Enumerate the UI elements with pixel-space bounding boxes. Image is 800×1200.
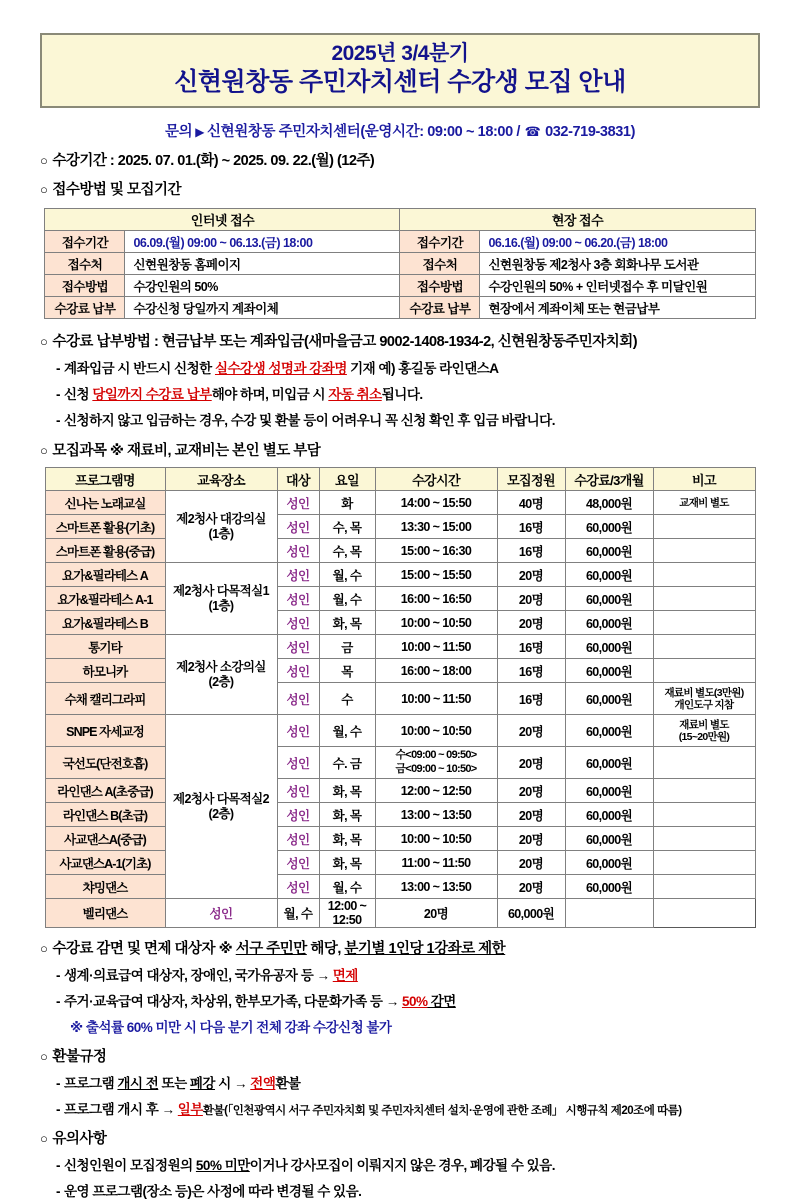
day-cell: 월, 수 bbox=[319, 563, 375, 587]
capacity-cell: 20명 bbox=[497, 715, 565, 747]
fee-cell: 60,000원 bbox=[497, 899, 565, 928]
discount-line-2-pre: 주거·교육급여 대상자, 차상위, 한부모가족, 다문화가족 등 → bbox=[64, 994, 402, 1010]
program-name-cell: 국선도(단전호흡) bbox=[45, 747, 165, 779]
discount-heading-mid: 해당, bbox=[306, 941, 345, 958]
time-cell: 10:00 ~ 10:50 bbox=[375, 715, 497, 747]
payment-note-1-highlight: 실수강생 성명과 강좌명 bbox=[214, 361, 347, 377]
payment-note-2-highlight-1: 당일까지 수강료 납부 bbox=[92, 387, 212, 403]
program-name-cell: 사교댄스A(중급) bbox=[45, 827, 165, 851]
payment-note-2-mid: 해야 하며, 미입금 시 bbox=[211, 387, 329, 403]
dash-bullet-icon: - bbox=[56, 994, 60, 1010]
title-main: 신현원창동 주민자치센터 수강생 모집 안내 bbox=[174, 67, 626, 96]
fee-cell: 60,000원 bbox=[565, 747, 653, 779]
course-period-line bbox=[40, 149, 760, 170]
table-row bbox=[45, 587, 755, 611]
remark-cell: 재료비 별도 (15~20만원) bbox=[653, 715, 755, 747]
registration-table bbox=[44, 208, 755, 319]
program-table-body bbox=[45, 491, 755, 928]
day-cell: 월, 수 bbox=[319, 875, 375, 899]
attendance-note: ※ 출석률 60% 미만 시 다음 분기 전체 강좌 수강신청 불가 bbox=[70, 1020, 392, 1036]
program-name-cell: 요가&필라테스 B bbox=[45, 611, 165, 635]
dash-bullet-icon: - bbox=[56, 1102, 60, 1118]
contact-label: 문의 bbox=[164, 124, 193, 141]
capacity-cell: 16명 bbox=[497, 635, 565, 659]
venue-cell: 제2청사 소강의실 (2층) bbox=[165, 635, 277, 715]
refund-line-1-mid: 또는 bbox=[158, 1076, 190, 1092]
day-cell: 화, 목 bbox=[319, 827, 375, 851]
program-name-cell: 요가&필라테스 A bbox=[45, 563, 165, 587]
capacity-cell: 20명 bbox=[497, 875, 565, 899]
capacity-cell: 16명 bbox=[497, 515, 565, 539]
col-capacity: 모집정원 bbox=[497, 468, 565, 491]
reg-label: 수강료 납부 bbox=[400, 297, 480, 319]
capacity-cell: 20명 bbox=[497, 779, 565, 803]
target-cell: 성인 bbox=[277, 779, 319, 803]
onsite-fee-payment: 현장에서 계좌이체 또는 현금납부 bbox=[480, 297, 755, 319]
remark-cell bbox=[565, 899, 653, 928]
fee-cell: 60,000원 bbox=[565, 875, 653, 899]
discount-line-1-highlight: 면제 bbox=[332, 968, 358, 984]
payment-heading bbox=[40, 330, 760, 351]
fee-cell: 60,000원 bbox=[565, 635, 653, 659]
target-cell: 성인 bbox=[277, 539, 319, 563]
target-cell: 성인 bbox=[277, 827, 319, 851]
target-cell: 성인 bbox=[277, 683, 319, 715]
fee-cell: 60,000원 bbox=[565, 563, 653, 587]
remark-cell: 교재비 별도 bbox=[653, 491, 755, 515]
table-row bbox=[45, 209, 755, 231]
refund-line-1-highlight: 전액 bbox=[250, 1076, 276, 1092]
discount-line-1-pre: 생계·의료급여 대상자, 장애인, 국가유공자 등 → bbox=[64, 968, 333, 984]
program-table bbox=[45, 467, 756, 928]
reg-label: 접수방법 bbox=[400, 275, 480, 297]
program-heading bbox=[40, 439, 760, 460]
registration-heading-text: 접수방법 및 모집기간 bbox=[52, 182, 181, 199]
reg-label: 접수기간 bbox=[45, 231, 125, 253]
table-row bbox=[45, 275, 755, 297]
col-remark: 비고 bbox=[653, 468, 755, 491]
internet-reg-method: 수강인원의 50% bbox=[125, 275, 400, 297]
telephone-icon: ☎ bbox=[524, 124, 541, 140]
refund-line-1-post: 환불 bbox=[275, 1076, 301, 1092]
target-cell: 성인 bbox=[277, 611, 319, 635]
circle-bullet-icon: ○ bbox=[40, 443, 48, 459]
fee-cell: 60,000원 bbox=[565, 779, 653, 803]
payment-note-3-text: 신청하지 않고 입금하는 경우, 수강 및 환불 등이 어려우니 꼭 신청 확인 후 입금 바랍니다. bbox=[64, 413, 555, 429]
table-row bbox=[45, 611, 755, 635]
program-name-cell: 하모니카 bbox=[45, 659, 165, 683]
target-cell: 성인 bbox=[277, 659, 319, 683]
payment-note-2-highlight-2: 자동 취소 bbox=[328, 387, 382, 403]
notice-line-1 bbox=[40, 1154, 760, 1174]
day-cell: 월, 수 bbox=[277, 899, 319, 928]
remark-cell bbox=[653, 803, 755, 827]
circle-bullet-icon: ○ bbox=[40, 153, 48, 169]
target-cell: 성인 bbox=[277, 635, 319, 659]
day-cell: 금 bbox=[319, 635, 375, 659]
contact-center-text: 신현원창동 주민자치센터(운영시간: 09:00 ~ 18:00 / bbox=[207, 124, 524, 141]
discount-heading-underline-1: 서구 주민만 bbox=[235, 941, 307, 958]
capacity-cell: 20명 bbox=[497, 563, 565, 587]
table-row bbox=[45, 747, 755, 779]
table-row bbox=[45, 803, 755, 827]
program-name-cell: 사교댄스A-1(기초) bbox=[45, 851, 165, 875]
program-heading-text: 모집과목 ※ 재료비, 교재비는 본인 별도 부담 bbox=[52, 443, 321, 460]
capacity-cell: 20명 bbox=[497, 747, 565, 779]
internet-reg-place: 신현원창동 홈페이지 bbox=[125, 253, 400, 275]
capacity-cell: 20명 bbox=[497, 803, 565, 827]
program-name-cell: 챠밍댄스 bbox=[45, 875, 165, 899]
notice-line-1-underline: 50% 미만 bbox=[195, 1158, 250, 1174]
refund-heading bbox=[40, 1045, 760, 1066]
refund-line-2-post: 환불(「인천광역시 서구 주민자치회 및 주민자치센터 설치·운영에 관한 조례」 시행규칙 제20조에 따름) bbox=[202, 1105, 682, 1118]
table-row bbox=[45, 297, 755, 319]
fee-cell: 60,000원 bbox=[565, 611, 653, 635]
onsite-reg-place: 신현원창동 제2청사 3층 회화나무 도서관 bbox=[480, 253, 755, 275]
remark-cell bbox=[653, 827, 755, 851]
table-row bbox=[45, 683, 755, 715]
refund-line-1-underline-1: 개시 전 bbox=[117, 1076, 159, 1092]
program-name-cell: 스마트폰 활용(기초) bbox=[45, 515, 165, 539]
time-cell: 16:00 ~ 18:00 bbox=[375, 659, 497, 683]
day-cell: 화, 목 bbox=[319, 803, 375, 827]
day-cell: 화, 목 bbox=[319, 779, 375, 803]
payment-heading-text: 수강료 납부방법 : 현금납부 또는 계좌입금(새마을금고 9002-1408-1934-2, 신현원창동주민자치회) bbox=[52, 334, 638, 351]
table-row bbox=[45, 875, 755, 899]
fee-cell: 60,000원 bbox=[565, 715, 653, 747]
title-banner bbox=[40, 33, 760, 108]
remark-cell bbox=[653, 635, 755, 659]
discount-line-1 bbox=[40, 964, 760, 984]
registration-heading bbox=[40, 178, 760, 199]
time-cell: 11:00 ~ 11:50 bbox=[375, 851, 497, 875]
reg-label: 접수처 bbox=[45, 253, 125, 275]
dash-bullet-icon: - bbox=[56, 968, 60, 984]
remark-cell bbox=[653, 659, 755, 683]
target-cell: 성인 bbox=[277, 747, 319, 779]
remark-cell: 재료비 별도(3만원) 개인도구 지참 bbox=[653, 683, 755, 715]
time-cell: 10:00 ~ 11:50 bbox=[375, 683, 497, 715]
table-row bbox=[45, 851, 755, 875]
fee-cell: 60,000원 bbox=[565, 515, 653, 539]
col-fee: 수강료/3개월 bbox=[565, 468, 653, 491]
refund-heading-text: 환불규정 bbox=[52, 1049, 107, 1066]
program-name-cell: 라인댄스 B(초급) bbox=[45, 803, 165, 827]
program-name-cell: 요가&필라테스 A-1 bbox=[45, 587, 165, 611]
discount-heading bbox=[40, 937, 760, 958]
reg-label: 수강료 납부 bbox=[45, 297, 125, 319]
discount-heading-underline-2: 분기별 1인당 1강좌로 제한 bbox=[344, 941, 506, 958]
contact-phone-number: 032-719-3831) bbox=[545, 124, 636, 141]
capacity-cell: 16명 bbox=[497, 659, 565, 683]
time-cell: 10:00 ~ 10:50 bbox=[375, 827, 497, 851]
remark-cell bbox=[653, 539, 755, 563]
reg-label: 접수처 bbox=[400, 253, 480, 275]
table-row bbox=[45, 715, 755, 747]
target-cell: 성인 bbox=[277, 875, 319, 899]
refund-line-2-highlight: 일부 bbox=[177, 1102, 203, 1118]
fee-cell: 60,000원 bbox=[565, 683, 653, 715]
program-table-wrap bbox=[40, 467, 760, 928]
day-cell: 수, 목 bbox=[319, 539, 375, 563]
table-row bbox=[45, 779, 755, 803]
remark-cell bbox=[653, 563, 755, 587]
refund-line-2-pre: 프로그램 개시 후 → bbox=[64, 1102, 178, 1118]
refund-line-1-mid-2: 시 → bbox=[214, 1076, 251, 1092]
notice-line-2 bbox=[40, 1180, 760, 1200]
remark-cell bbox=[653, 515, 755, 539]
internet-fee-payment: 수강신청 당일까지 계좌이체 bbox=[125, 297, 400, 319]
day-cell: 목 bbox=[319, 659, 375, 683]
title-quarter: 2025년 3/4분기 bbox=[331, 42, 469, 65]
time-cell: 13:30 ~ 15:00 bbox=[375, 515, 497, 539]
triangle-marker-icon: ▶ bbox=[195, 125, 205, 140]
col-program-name: 프로그램명 bbox=[45, 468, 165, 491]
target-cell: 성인 bbox=[277, 491, 319, 515]
day-cell: 수 bbox=[319, 683, 375, 715]
remark-cell bbox=[653, 779, 755, 803]
fee-cell: 60,000원 bbox=[565, 803, 653, 827]
notice-line-1-post: 이거나 강사모집이 이뤄지지 않은 경우, 폐강될 수 있음. bbox=[249, 1158, 555, 1174]
program-name-cell: 스마트폰 활용(중급) bbox=[45, 539, 165, 563]
capacity-cell: 20명 bbox=[497, 851, 565, 875]
dash-bullet-icon: - bbox=[56, 361, 60, 377]
dash-bullet-icon: - bbox=[56, 1076, 60, 1092]
remark-cell bbox=[653, 747, 755, 779]
day-cell: 월, 수 bbox=[319, 715, 375, 747]
reg-label: 접수기간 bbox=[400, 231, 480, 253]
onsite-reg-period: 06.16.(월) 09:00 ~ 06.20.(금) 18:00 bbox=[480, 231, 755, 253]
venue-cell: 제2청사 다목적실1 (1층) bbox=[165, 563, 277, 635]
refund-line-1-pre: 프로그램 bbox=[64, 1076, 118, 1092]
dash-bullet-icon: - bbox=[56, 1184, 60, 1200]
col-time: 수강시간 bbox=[375, 468, 497, 491]
program-name-cell: 수채 캘리그라피 bbox=[45, 683, 165, 715]
discount-heading-pre: 수강료 감면 및 면제 대상자 ※ bbox=[52, 941, 236, 958]
venue-cell: 제2청사 대강의실 (1층) bbox=[165, 491, 277, 563]
fee-cell: 48,000원 bbox=[565, 491, 653, 515]
dash-bullet-icon: - bbox=[56, 387, 60, 403]
target-cell: 성인 bbox=[277, 851, 319, 875]
discount-line-2-post: 감면 bbox=[427, 994, 456, 1010]
table-row bbox=[45, 659, 755, 683]
contact-line bbox=[40, 120, 760, 141]
capacity-cell: 40명 bbox=[497, 491, 565, 515]
table-row bbox=[45, 253, 755, 275]
internet-reg-period: 06.09.(월) 09:00 ~ 06.13.(금) 18:00 bbox=[125, 231, 400, 253]
circle-bullet-icon: ○ bbox=[40, 334, 48, 350]
target-cell: 성인 bbox=[277, 715, 319, 747]
refund-line-1 bbox=[40, 1072, 760, 1092]
day-cell: 월, 수 bbox=[319, 587, 375, 611]
dash-bullet-icon: - bbox=[56, 1158, 60, 1174]
capacity-cell: 20명 bbox=[497, 587, 565, 611]
circle-bullet-icon: ○ bbox=[40, 1131, 48, 1147]
time-cell: 16:00 ~ 16:50 bbox=[375, 587, 497, 611]
capacity-cell: 20명 bbox=[497, 611, 565, 635]
fee-cell: 60,000원 bbox=[565, 587, 653, 611]
time-cell: 15:00 ~ 15:50 bbox=[375, 563, 497, 587]
table-row bbox=[45, 491, 755, 515]
program-name-cell: 벨리댄스 bbox=[45, 899, 165, 928]
capacity-cell: 20명 bbox=[375, 899, 497, 928]
table-row bbox=[45, 827, 755, 851]
program-name-cell: 통기타 bbox=[45, 635, 165, 659]
target-cell: 성인 bbox=[165, 899, 277, 928]
refund-line-1-underline-2: 폐강 bbox=[189, 1076, 215, 1092]
day-cell: 화, 목 bbox=[319, 851, 375, 875]
circle-bullet-icon: ○ bbox=[40, 182, 48, 198]
program-table-header-row bbox=[45, 468, 755, 491]
table-row bbox=[45, 635, 755, 659]
remark-cell bbox=[653, 851, 755, 875]
notice-heading-text: 유의사항 bbox=[52, 1131, 107, 1148]
day-cell: 수, 목 bbox=[319, 515, 375, 539]
time-cell: 12:00 ~ 12:50 bbox=[375, 779, 497, 803]
refund-line-2 bbox=[40, 1098, 760, 1118]
document-page bbox=[0, 33, 800, 1200]
time-cell: 14:00 ~ 15:50 bbox=[375, 491, 497, 515]
target-cell: 성인 bbox=[277, 515, 319, 539]
day-cell: 화, 목 bbox=[319, 611, 375, 635]
time-cell: 13:00 ~ 13:50 bbox=[375, 875, 497, 899]
col-target: 대상 bbox=[277, 468, 319, 491]
capacity-cell: 20명 bbox=[497, 827, 565, 851]
payment-note-3 bbox=[40, 409, 760, 429]
table-row bbox=[45, 539, 755, 563]
capacity-cell: 16명 bbox=[497, 683, 565, 715]
program-name-cell: 라인댄스 A(초중급) bbox=[45, 779, 165, 803]
remark-cell bbox=[653, 875, 755, 899]
discount-line-2 bbox=[40, 990, 760, 1010]
table-row bbox=[45, 515, 755, 539]
fee-cell: 60,000원 bbox=[565, 539, 653, 563]
reg-label: 접수방법 bbox=[45, 275, 125, 297]
payment-note-1-post: 기재 예) 홍길동 라인댄스A bbox=[346, 361, 499, 377]
table-row bbox=[45, 899, 755, 928]
onsite-reg-header: 현장 접수 bbox=[400, 209, 755, 231]
notice-line-2-text: 운영 프로그램(장소 등)은 사정에 따라 변경될 수 있음. bbox=[64, 1184, 362, 1200]
time-cell: 13:00 ~ 13:50 bbox=[375, 803, 497, 827]
time-cell: 수<09:00 ~ 09:50> 금<09:00 ~ 10:50> bbox=[375, 747, 497, 779]
notice-line-1-pre: 신청인원이 모집정원의 bbox=[64, 1158, 196, 1174]
circle-bullet-icon: ○ bbox=[40, 941, 48, 957]
time-cell: 15:00 ~ 16:30 bbox=[375, 539, 497, 563]
capacity-cell: 16명 bbox=[497, 539, 565, 563]
venue-cell: 제2청사 다목적실2 (2층) bbox=[165, 715, 277, 899]
payment-note-2 bbox=[40, 383, 760, 403]
internet-reg-header: 인터넷 접수 bbox=[45, 209, 400, 231]
time-cell: 10:00 ~ 10:50 bbox=[375, 611, 497, 635]
target-cell: 성인 bbox=[277, 803, 319, 827]
payment-note-1 bbox=[40, 357, 760, 377]
day-cell: 화 bbox=[319, 491, 375, 515]
remark-cell bbox=[653, 611, 755, 635]
course-period-text: 수강기간 : 2025. 07. 01.(화) ~ 2025. 09. 22.(월) (12주) bbox=[52, 153, 375, 170]
circle-bullet-icon: ○ bbox=[40, 1049, 48, 1065]
time-cell: 12:00 ~ 12:50 bbox=[319, 899, 375, 928]
col-day: 요일 bbox=[319, 468, 375, 491]
table-row bbox=[45, 563, 755, 587]
table-row bbox=[45, 231, 755, 253]
col-venue: 교육장소 bbox=[165, 468, 277, 491]
program-name-cell: SNPE 자세교정 bbox=[45, 715, 165, 747]
payment-note-1-pre: 계좌입금 시 반드시 신청한 bbox=[64, 361, 215, 377]
fee-cell: 60,000원 bbox=[565, 851, 653, 875]
onsite-reg-method: 수강인원의 50% + 인터넷접수 후 미달인원 bbox=[480, 275, 755, 297]
fee-cell: 60,000원 bbox=[565, 659, 653, 683]
fee-cell: 60,000원 bbox=[565, 827, 653, 851]
target-cell: 성인 bbox=[277, 563, 319, 587]
dash-bullet-icon: - bbox=[56, 413, 60, 429]
notice-heading bbox=[40, 1127, 760, 1148]
program-name-cell: 신나는 노래교실 bbox=[45, 491, 165, 515]
day-cell: 수. 금 bbox=[319, 747, 375, 779]
registration-table-wrap bbox=[40, 208, 760, 319]
payment-note-2-post: 됩니다. bbox=[381, 387, 423, 403]
payment-note-2-pre: 신청 bbox=[64, 387, 93, 403]
discount-line-2-highlight: 50% bbox=[401, 994, 428, 1010]
remark-cell bbox=[653, 587, 755, 611]
target-cell: 성인 bbox=[277, 587, 319, 611]
time-cell: 10:00 ~ 11:50 bbox=[375, 635, 497, 659]
